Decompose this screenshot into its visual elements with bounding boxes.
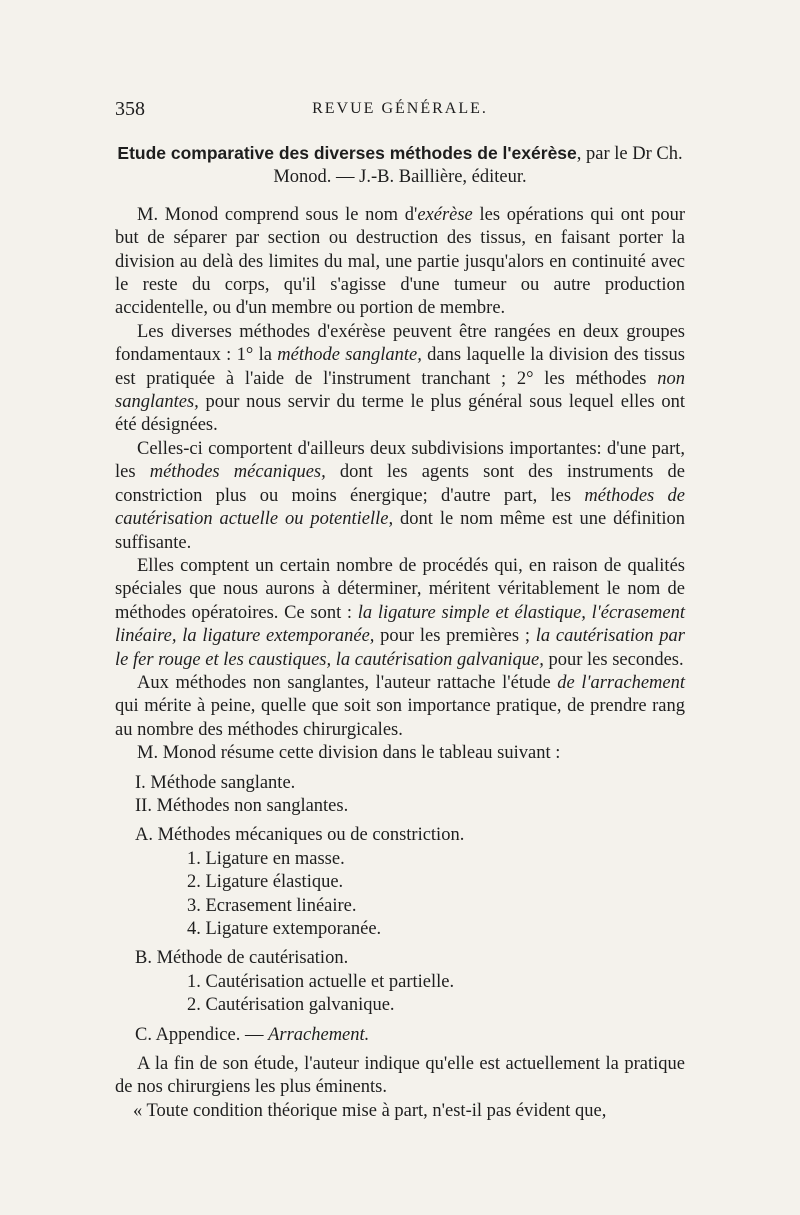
table-item: 1. Ligature en masse. xyxy=(187,848,345,869)
table-item: 4. Ligature extemporanée. xyxy=(187,919,382,939)
paragraph-3: Celles-ci comportent d'ailleurs deux subdivisions importantes: d'une part, les méthodes mécaniques, dont les agents sont des instruments de constriction plus ou moins énergique; d'autre part, les méthodes de cautérisation actuelle ou potentielle, dont le nom même est une définition suffisante. xyxy=(115,438,685,553)
paragraph-4: Elles comptent un certain nombre de procédés qui, en raison de qualités spéciales que nous aurons à déterminer, méritent véritablement le nom de méthodes opératoires. Ce sont : la ligature simple et élastique, l'écrasement linéaire, la ligature extemporanée, pour les premières ; la cautérisation par le fer rouge et les caustiques, la cautérisation galvanique, pour les secondes. xyxy=(115,555,685,670)
table-item: 2. Cautérisation galvanique. xyxy=(187,995,395,1016)
table-item: A. Méthodes mécaniques ou de constriction. xyxy=(135,825,465,846)
title-line2: Monod. — J.-B. Baillière, éditeur. xyxy=(273,167,527,188)
table-item: 2. Ligature élastique. xyxy=(187,872,344,893)
table-item: C. Appendice. — Arrachement. xyxy=(135,1024,370,1045)
table-item: 3. Ecrasement linéaire. xyxy=(187,895,357,916)
paragraph-2: Les diverses méthodes d'exérèse peuvent être rangées en deux groupes fondamentaux : 1° la méthode sanglante, dans laquelle la division des tissus est pratiquée à l'aide de l'instrument tranchant ; 2° les méthodes non sanglantes, pour nous servir du terme le plus général sous lequel elles ont été désignées. xyxy=(115,321,685,436)
paragraph-5: Aux méthodes non sanglantes, l'auteur rattache l'étude de l'arrachement qui mérite à peine, quelle que soit son importance pratique, de prendre rang au nombre des méthodes chirurgicales. xyxy=(115,672,686,740)
paragraph-7: A la fin de son étude, l'auteur indique qu'elle est actuellement la pratique de nos chirurgiens les plus éminents. xyxy=(115,1054,685,1098)
paragraph-8: « Toute condition théorique mise à part, n'est-il pas évident que, xyxy=(133,1100,607,1121)
paragraph-6: M. Monod résume cette division dans le tableau suivant : xyxy=(137,743,561,764)
table-item: B. Méthode de cautérisation. xyxy=(135,948,349,969)
running-head: REVUE GÉNÉRALE. xyxy=(312,100,488,117)
title-bold: Etude comparative des diverses méthodes de l'exérèse xyxy=(117,143,577,163)
page-body xyxy=(115,142,685,1123)
title-rest: , par le Dr Ch. xyxy=(576,144,683,164)
paragraph-1: M. Monod comprend sous le nom d'exérèse les opérations qui ont pour but de séparer par section ou destruction des tissus, en faisant porter la division au delà des limites du mal, une partie jusqu'alors en continuité avec le reste du corps, qu'il s'agisse d'une tumeur ou autre production accidentelle, ou d'un membre ou portion de membre. xyxy=(115,204,685,319)
page-number: 358 xyxy=(115,98,145,120)
table-item: I. Méthode sanglante. xyxy=(135,772,296,793)
table-item: II. Méthodes non sanglantes. xyxy=(135,795,349,816)
classification-table xyxy=(115,772,685,1047)
page-header xyxy=(115,98,685,128)
review-title xyxy=(115,142,685,190)
table-item: 1. Cautérisation actuelle et partielle. xyxy=(187,971,455,992)
